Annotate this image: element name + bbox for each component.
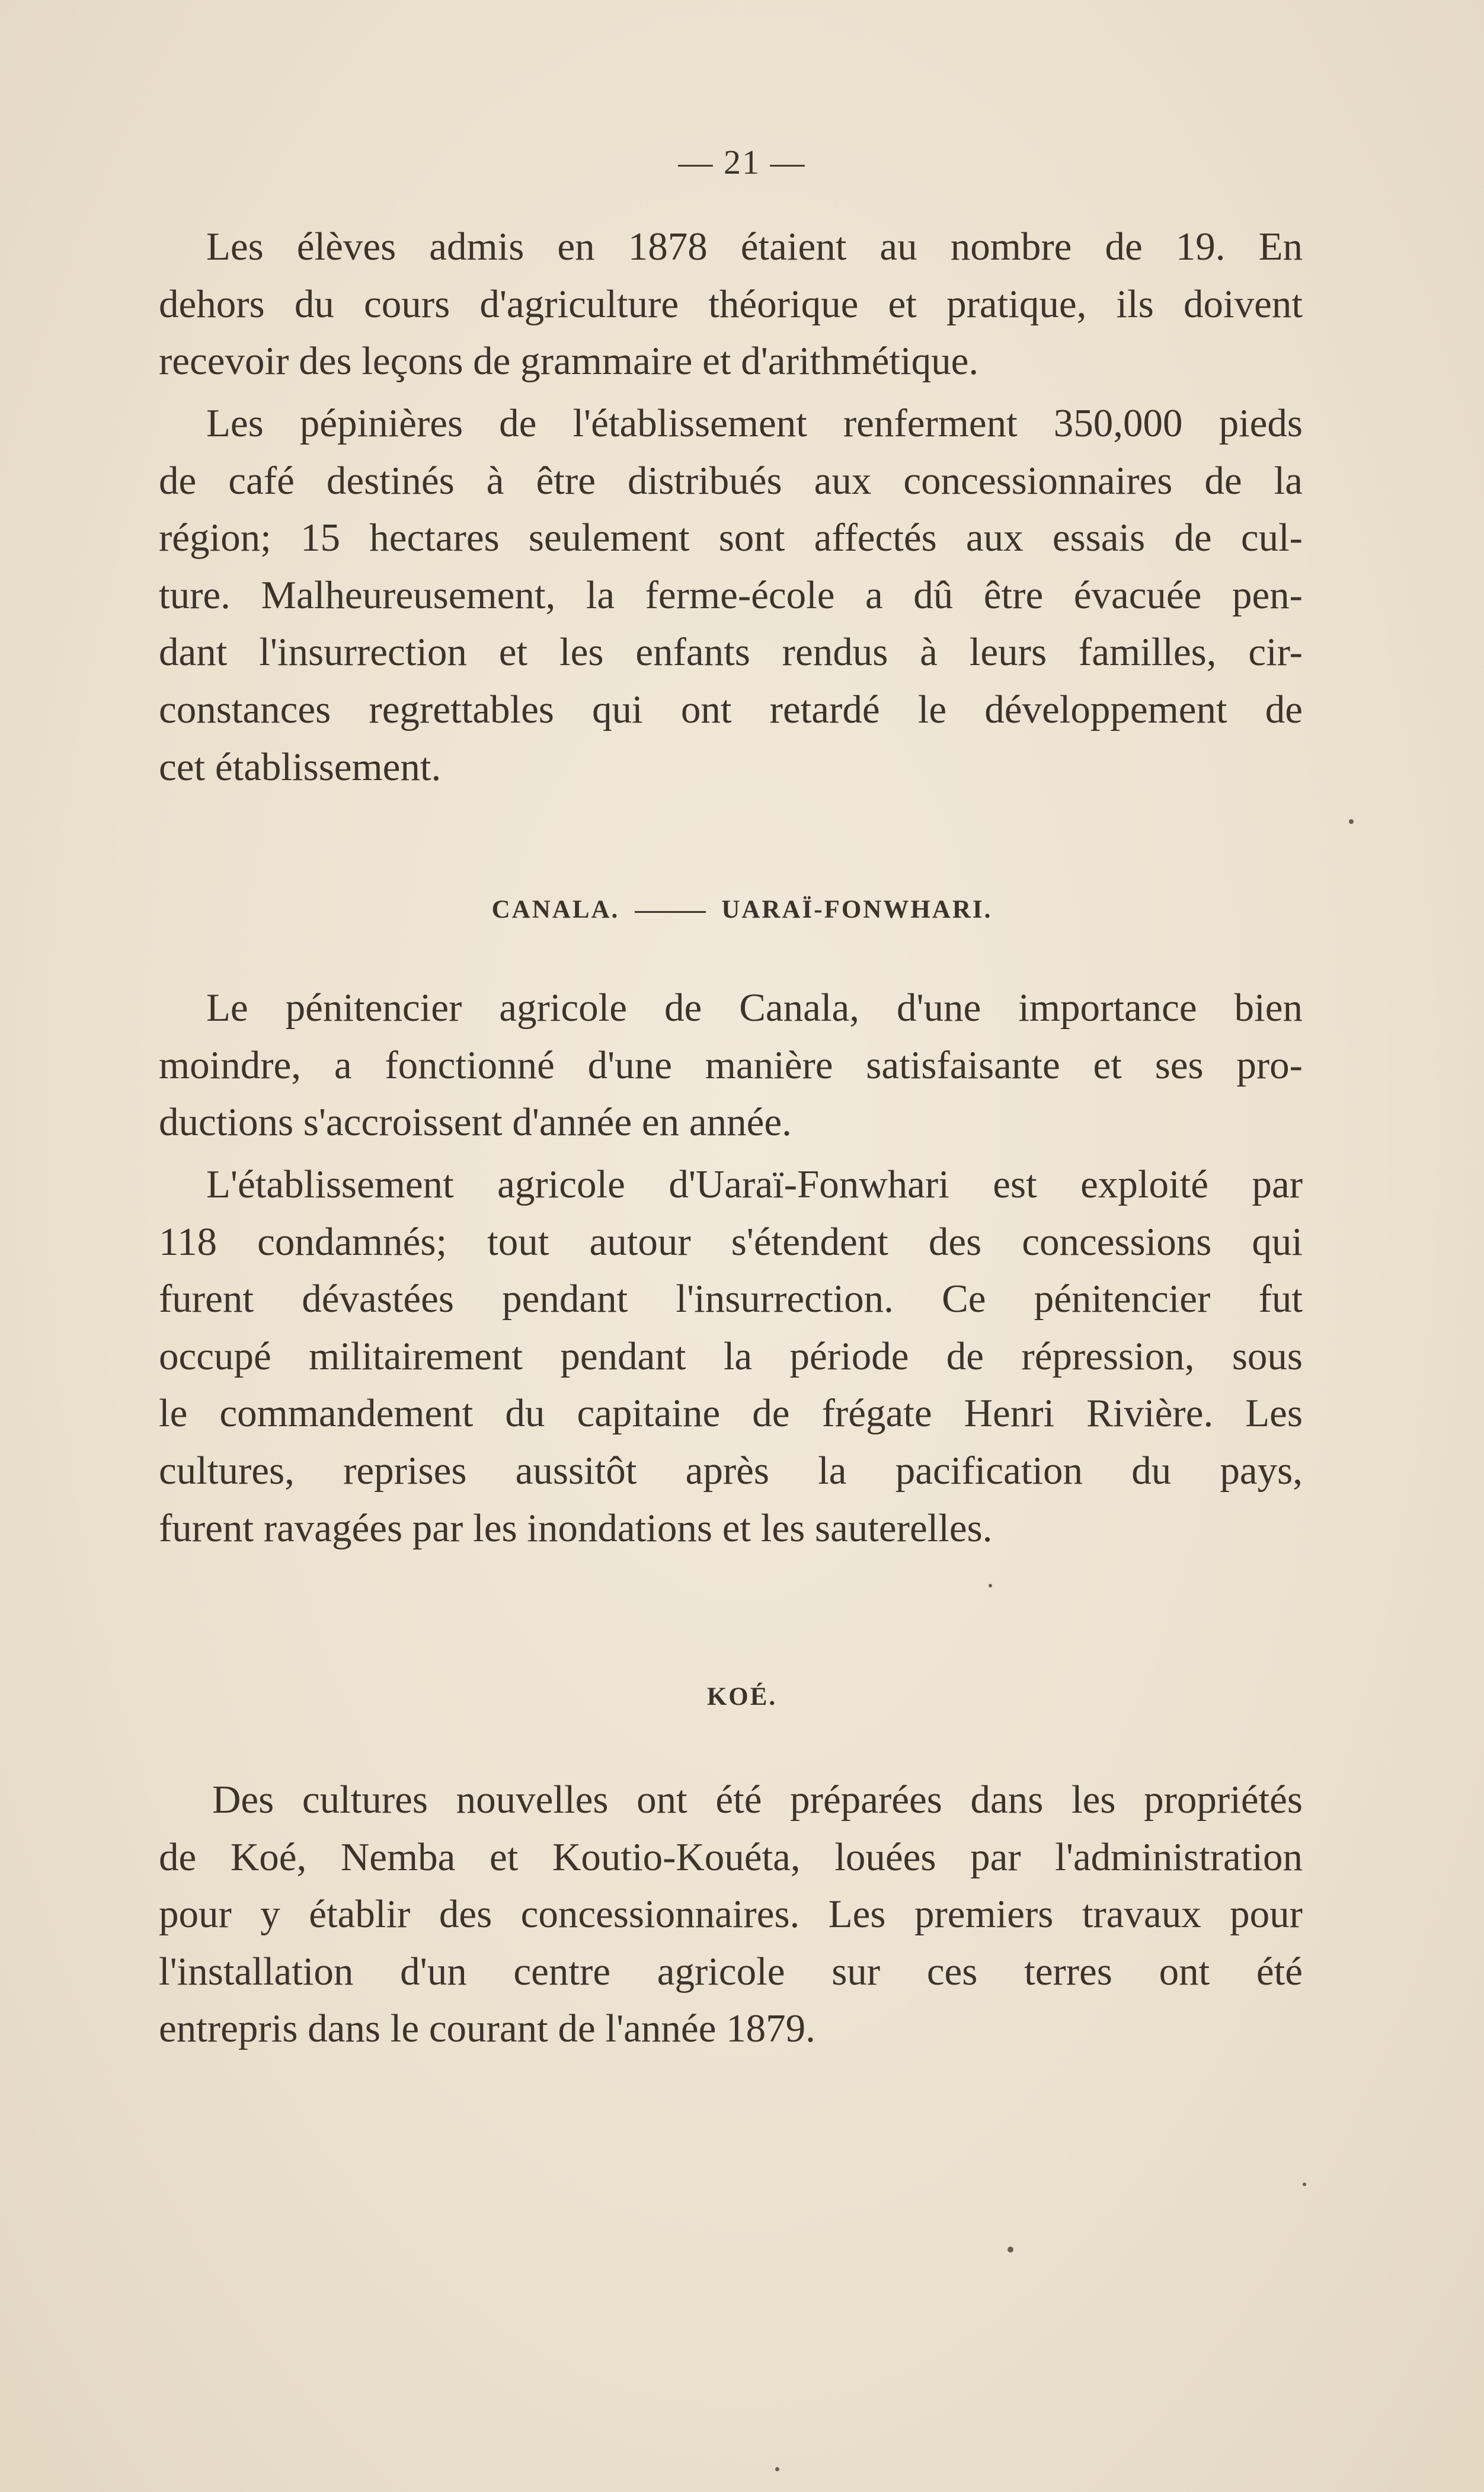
text-line: ductions s'accroissent d'année en année. xyxy=(159,1100,792,1145)
text-line: 118 condamnés; tout autour s'étendent des concessions qui xyxy=(159,1219,1303,1264)
paper-speck xyxy=(989,1584,992,1587)
text-line: cet établissement. xyxy=(159,745,442,789)
heading-dash xyxy=(635,911,706,913)
paragraph-students xyxy=(159,218,1303,390)
page-number: — 21 — xyxy=(678,143,806,181)
text-line: constances regrettables qui ont retardé le développement de xyxy=(159,687,1303,731)
text-line: moindre, a fonctionné d'une manière satisfaisante et ses pro- xyxy=(159,1043,1303,1087)
heading-right: UARAÏ-FONWHARI. xyxy=(721,896,993,924)
text-line: l'installation d'un centre agricole sur ces terres ont été xyxy=(159,1949,1303,1993)
text-line: de café destinés à être distribués aux concessionnaires de la xyxy=(159,458,1303,503)
text-line: dehors du cours d'agriculture théorique et pratique, ils doivent xyxy=(159,282,1303,326)
paragraph-nurseries xyxy=(159,395,1303,795)
paper-speck xyxy=(1008,2247,1013,2253)
section-heading-koe xyxy=(0,1682,1484,1711)
text-line: furent ravagées par les inondations et les sauterelles. xyxy=(159,1506,993,1550)
text-line: de Koé, Nemba et Koutio-Kouéta, louées par l'administration xyxy=(159,1835,1303,1879)
text-line: furent dévastées pendant l'insurrection. Ce pénitencier fut xyxy=(159,1277,1303,1321)
text-line: occupé militairement pendant la période de répression, sous xyxy=(159,1334,1303,1378)
text-line: Les élèves admis en 1878 étaient au nombre de 19. En xyxy=(206,225,1303,269)
paragraph-canala xyxy=(159,979,1303,1151)
text-line: ture. Malheureusement, la ferme-école a dû être évacuée pen- xyxy=(159,573,1303,617)
section-heading-canala xyxy=(0,895,1484,924)
heading-left: CANALA. xyxy=(491,896,620,924)
text-line: dant l'insurrection et les enfants rendus à leurs familles, cir- xyxy=(159,630,1303,675)
text-line: recevoir des leçons de grammaire et d'arithmétique. xyxy=(159,339,979,384)
paper-speck xyxy=(1349,819,1354,824)
paragraph-koe xyxy=(159,1771,1303,2058)
paper-speck xyxy=(775,2467,779,2471)
text-line: cultures, reprises aussitôt après la pacification du pays, xyxy=(159,1448,1303,1493)
text-line: région; 15 hectares seulement sont affectés aux essais de cul- xyxy=(159,516,1303,560)
text-line: L'établissement agricole d'Uaraï-Fonwhari est exploité par xyxy=(206,1162,1303,1206)
text-line: pour y établir des concessionnaires. Les premiers travaux pour xyxy=(159,1892,1303,1937)
text-line: Des cultures nouvelles ont été préparées dans les propriétés xyxy=(212,1778,1303,1822)
text-line: Le pénitencier agricole de Canala, d'une importance bien xyxy=(206,986,1303,1030)
heading-left: KOÉ. xyxy=(706,1683,778,1711)
text-line: le commandement du capitaine de frégate Henri Rivière. Les xyxy=(159,1391,1303,1436)
paragraph-uarai xyxy=(159,1156,1303,1557)
paper-speck xyxy=(1303,2183,1306,2186)
text-line: Les pépinières de l'établissement renferment 350,000 pieds xyxy=(206,401,1303,445)
text-line: entrepris dans le courant de l'année 1879. xyxy=(159,2007,815,2051)
